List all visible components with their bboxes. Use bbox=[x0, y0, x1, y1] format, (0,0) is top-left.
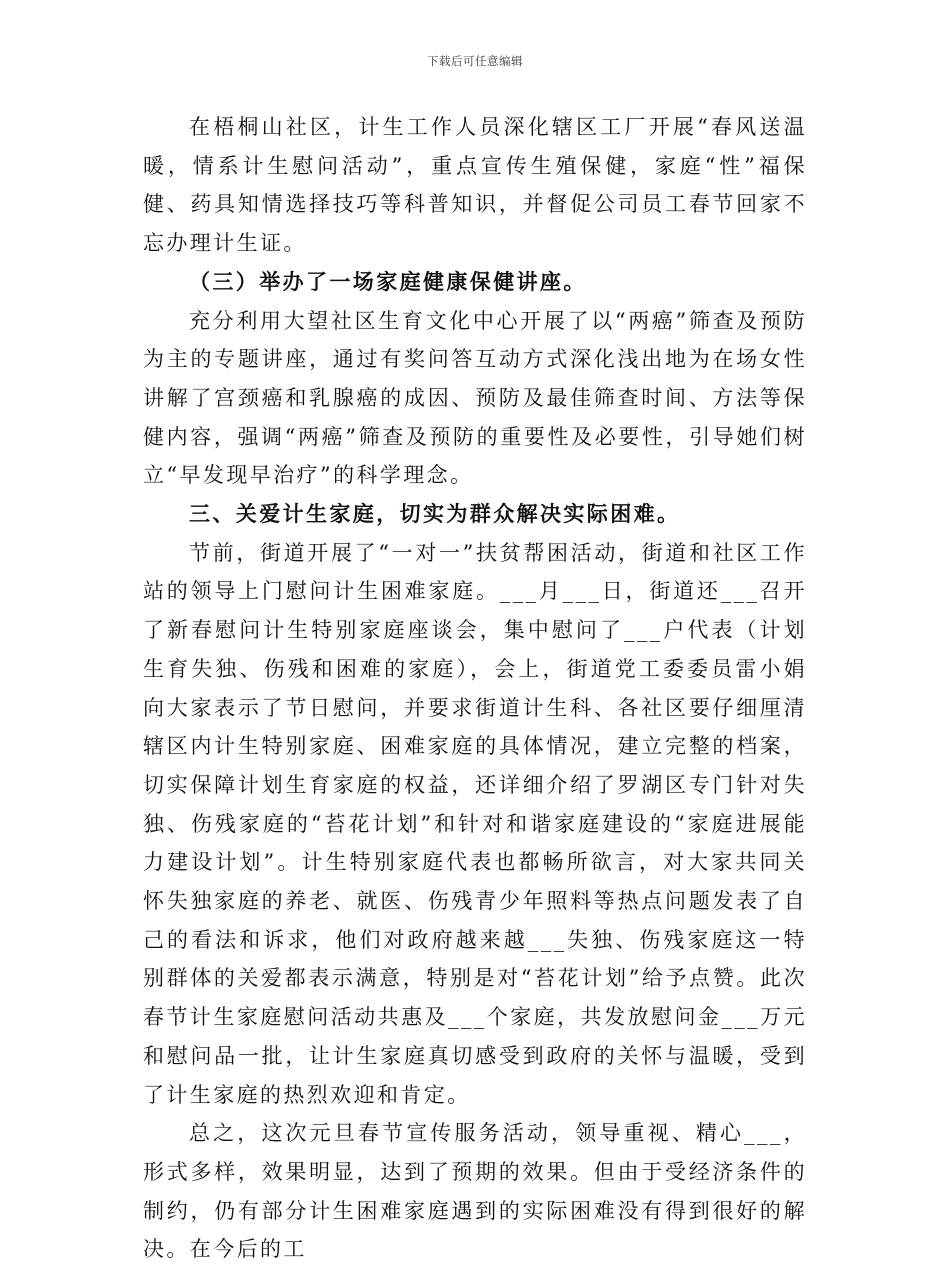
section-heading-care-families: 三、关爱计生家庭，切实为群众解决实际困难。 bbox=[189, 501, 681, 527]
paragraph-care-families: 节前，街道开展了“一对一”扶贫帮困活动，街道和社区工作站的领导上门慰问计生困难家庭。___月___日，街道还___召开了新春慰问计生特别家庭座谈会，集中慰问了___户代表（计划生育失独、伤残和困难的家庭），会上，街道党工委委员雷小娟向大家表示了节日慰问，并要求街道计生科、各社区要仔细厘清辖区内计生特别家庭、困难家庭的具体情况，建立完整的档案，切实保障计划生育家庭的权益，还详细介绍了罗湖区专门针对失独、伤残家庭的“苔花计划”和针对和谐家庭建设的“家庭进展能力建设计划”。计生特别家庭代表也都畅所欲言，对大家共同关怀失独家庭的养老、就医、伤残青少年照料等热点问题发表了自己的看法和诉求，他们对政府越来越___失独、伤残家庭这一特别群体的关爱都表示满意，特别是对“苔花计划”给予点赞。此次春节计生家庭慰问活动共惠及___个家庭，共发放慰问金___万元和慰问品一批，让计生家庭真切感受到政府的关怀与温暖，受到了计生家庭的热烈欢迎和肯定。 bbox=[143, 540, 807, 1107]
page-header-note: 下载后可任意编辑 bbox=[427, 54, 523, 68]
paragraph-wutongshan-community: 在梧桐山社区，计生工作人员深化辖区工厂开展“春风送温暖，情系计生慰问活动”，重点宣传生殖保健，家庭“性”福保健、药具知情选择技巧等科普知识，并督促公司员工春节回家不忘办理计生证。 bbox=[143, 115, 807, 256]
section-heading-health-lecture: （三）举办了一场家庭健康保健讲座。 bbox=[189, 268, 587, 294]
paragraph-summary: 总之，这次元旦春节宣传服务活动，领导重视、精心___，形式多样，效果明显，达到了预期的效果。但由于受经济条件的制约，仍有部分计生困难家庭遇到的实际困难没有得到很好的解决。在今后的工 bbox=[143, 1121, 807, 1262]
document-body bbox=[143, 108, 807, 1269]
paragraph-health-lecture: 充分利用大望社区生育文化中心开展了以“两癌”筛查及预防为主的专题讲座，通过有奖问答互动方式深化浅出地为在场女性讲解了宫颈癌和乳腺癌的成因、预防及最佳筛查时间、方法等保健内容，强调“两癌”筛查及预防的重要性及必要性，引导她们树立“早发现早治疗”的科学理念。 bbox=[143, 308, 807, 488]
